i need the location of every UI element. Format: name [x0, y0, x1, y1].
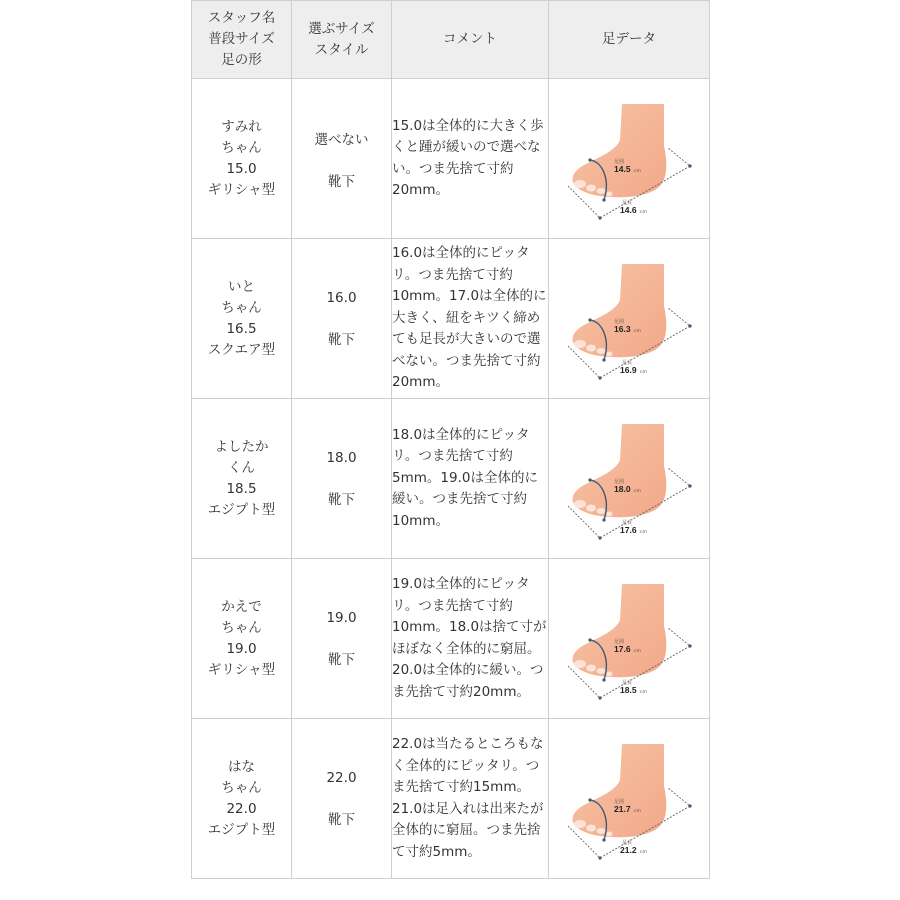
- toe-nail: [574, 180, 586, 188]
- selected-size-cell: [292, 399, 392, 559]
- length-label: 足長: [622, 839, 633, 846]
- staff-cell: [192, 559, 292, 719]
- staff-line: ちゃん: [221, 299, 262, 316]
- length-value: 17.6: [620, 524, 637, 535]
- comment-cell: 18.0は全体的にピッタリ。つま先捨て寸約5mm。19.0は全体的に緩い。つま先捨て寸約10mm。: [392, 399, 549, 559]
- toe-nail: [597, 668, 606, 674]
- staff-line: エジプト型: [207, 821, 276, 838]
- measure-dot: [688, 484, 691, 487]
- girth-unit: cm: [634, 488, 641, 494]
- header-selected-size: 選ぶサイズ スタイル: [292, 1, 392, 79]
- measure-dot: [602, 198, 605, 201]
- length-label: 足長: [622, 359, 633, 366]
- measure-dot: [588, 478, 591, 481]
- measure-dot: [588, 798, 591, 801]
- selected-size-cell: [292, 559, 392, 719]
- measure-dot: [598, 536, 601, 539]
- toe-nail: [574, 820, 586, 828]
- selected-style: 靴下: [328, 491, 355, 508]
- measure-dot: [598, 696, 601, 699]
- girth-unit: cm: [634, 328, 641, 334]
- selected-style: 靴下: [328, 811, 355, 828]
- table-row: [192, 399, 710, 559]
- length-unit: cm: [640, 209, 647, 215]
- selected-size-cell: [292, 719, 392, 879]
- length-unit: cm: [640, 689, 647, 695]
- foot-shape: [573, 584, 667, 677]
- comment-cell: 16.0は全体的にピッタリ。つま先捨て寸約10mm。17.0は全体的に大きく、紐をキツく締めても足長が大きいので選べない。つま先捨て寸約20mm。: [392, 239, 549, 399]
- measure-dot: [602, 838, 605, 841]
- staff-cell: [192, 399, 292, 559]
- measure-dot: [688, 324, 691, 327]
- table-row: [192, 239, 710, 399]
- fit-table: [191, 0, 710, 879]
- staff-cell: [192, 239, 292, 399]
- toe-nail: [574, 500, 586, 508]
- length-value: 16.9: [620, 364, 637, 375]
- staff-line: 18.5: [226, 480, 257, 497]
- selected-size: 18.0: [326, 449, 357, 466]
- length-value: 18.5: [620, 684, 637, 695]
- staff-line: ちゃん: [221, 139, 262, 156]
- measure-dot: [602, 358, 605, 361]
- foot-data-cell: [549, 559, 710, 719]
- foot-shape: [573, 744, 667, 837]
- length-unit: cm: [640, 529, 647, 535]
- toe-nail: [574, 660, 586, 668]
- measure-dot: [598, 856, 601, 859]
- foot-data-cell: [549, 399, 710, 559]
- girth-value: 18.0: [614, 483, 631, 494]
- measure-dot: [588, 638, 591, 641]
- toe-nail: [586, 824, 596, 831]
- girth-value: 17.6: [614, 643, 631, 654]
- girth-value: 14.5: [614, 163, 631, 174]
- foot-data-cell: [549, 79, 710, 239]
- toe-nail: [597, 828, 606, 834]
- toe-nail: [597, 348, 606, 354]
- toe-nail: [597, 188, 606, 194]
- foot-shape: [573, 264, 667, 357]
- selected-style: 靴下: [328, 651, 355, 668]
- table-row: [192, 79, 710, 239]
- selected-style: 靴下: [328, 173, 355, 190]
- selected-size-cell: [292, 79, 392, 239]
- girth-label: 足囲: [614, 318, 625, 325]
- toe-nail: [586, 664, 596, 671]
- foot-data-cell: [549, 239, 710, 399]
- measure-dot: [688, 804, 691, 807]
- staff-line: 19.0: [226, 640, 257, 657]
- staff-line: エジプト型: [207, 501, 276, 518]
- staff-line: ちゃん: [221, 779, 262, 796]
- foot-diagram: [564, 414, 694, 544]
- staff-line: すみれ: [221, 118, 262, 135]
- table-row: [192, 719, 710, 879]
- measure-dot: [598, 216, 601, 219]
- staff-line: くん: [228, 459, 255, 476]
- measure-dot: [602, 518, 605, 521]
- staff-line: よしたか: [214, 438, 269, 455]
- measure-dot: [588, 318, 591, 321]
- table-row: [192, 559, 710, 719]
- selected-size: 19.0: [326, 609, 357, 626]
- measure-dot: [598, 376, 601, 379]
- girth-label: 足囲: [614, 798, 625, 805]
- staff-line: かえで: [221, 598, 262, 615]
- girth-value: 21.7: [614, 803, 631, 814]
- foot-diagram: [564, 574, 694, 704]
- toe-nail: [586, 504, 596, 511]
- selected-style: 靴下: [328, 331, 355, 348]
- selected-size: 選べない: [314, 131, 369, 148]
- girth-unit: cm: [634, 808, 641, 814]
- comment-cell: 22.0は当たるところもなく全体的にピッタリ。つま先捨て寸約15mm。21.0は足入れは出来たが全体的に窮屈。つま先捨て寸約5mm。: [392, 719, 549, 879]
- foot-data-cell: [549, 719, 710, 879]
- comment-cell: 19.0は全体的にピッタリ。つま先捨て寸約10mm。18.0は捨て寸がほぼなく全体的に窮屈。20.0は全体的に緩い。つま先捨て寸約20mm。: [392, 559, 549, 719]
- length-label: 足長: [622, 199, 633, 206]
- staff-cell: [192, 719, 292, 879]
- header-foot-data: 足データ: [549, 1, 710, 79]
- toe-nail: [574, 340, 586, 348]
- header-row: [192, 1, 710, 79]
- staff-line: 22.0: [226, 800, 257, 817]
- staff-line: スクエア型: [207, 341, 276, 358]
- staff-line: 16.5: [226, 320, 257, 337]
- length-value: 21.2: [620, 844, 637, 855]
- length-label: 足長: [622, 679, 633, 686]
- foot-diagram: [564, 94, 694, 224]
- header-staff: スタッフ名 普段サイズ 足の形: [192, 1, 292, 79]
- toe-nail: [586, 184, 596, 191]
- staff-line: はな: [228, 758, 255, 775]
- length-value: 14.6: [620, 204, 637, 215]
- selected-size-cell: [292, 239, 392, 399]
- girth-unit: cm: [634, 648, 641, 654]
- measure-dot: [588, 158, 591, 161]
- staff-line: 15.0: [226, 160, 257, 177]
- staff-line: ギリシャ型: [207, 181, 276, 198]
- measure-dot: [688, 644, 691, 647]
- header-comment: コメント: [392, 1, 549, 79]
- foot-diagram: [564, 254, 694, 384]
- toe-nail: [597, 508, 606, 514]
- measure-dot: [602, 678, 605, 681]
- length-unit: cm: [640, 849, 647, 855]
- toe-nail: [586, 344, 596, 351]
- girth-unit: cm: [634, 168, 641, 174]
- length-unit: cm: [640, 369, 647, 375]
- girth-label: 足囲: [614, 158, 625, 165]
- foot-diagram: [564, 734, 694, 864]
- girth-label: 足囲: [614, 478, 625, 485]
- girth-label: 足囲: [614, 638, 625, 645]
- selected-size: 22.0: [326, 769, 357, 786]
- foot-shape: [573, 424, 667, 517]
- selected-size: 16.0: [326, 289, 357, 306]
- length-label: 足長: [622, 519, 633, 526]
- staff-line: ちゃん: [221, 619, 262, 636]
- staff-cell: [192, 79, 292, 239]
- staff-line: いと: [228, 278, 255, 295]
- staff-line: ギリシャ型: [207, 661, 276, 678]
- girth-value: 16.3: [614, 323, 631, 334]
- measure-dot: [688, 164, 691, 167]
- comment-cell: 15.0は全体的に大きく歩くと踵が緩いので選べない。つま先捨て寸約20mm。: [392, 79, 549, 239]
- foot-shape: [573, 104, 667, 197]
